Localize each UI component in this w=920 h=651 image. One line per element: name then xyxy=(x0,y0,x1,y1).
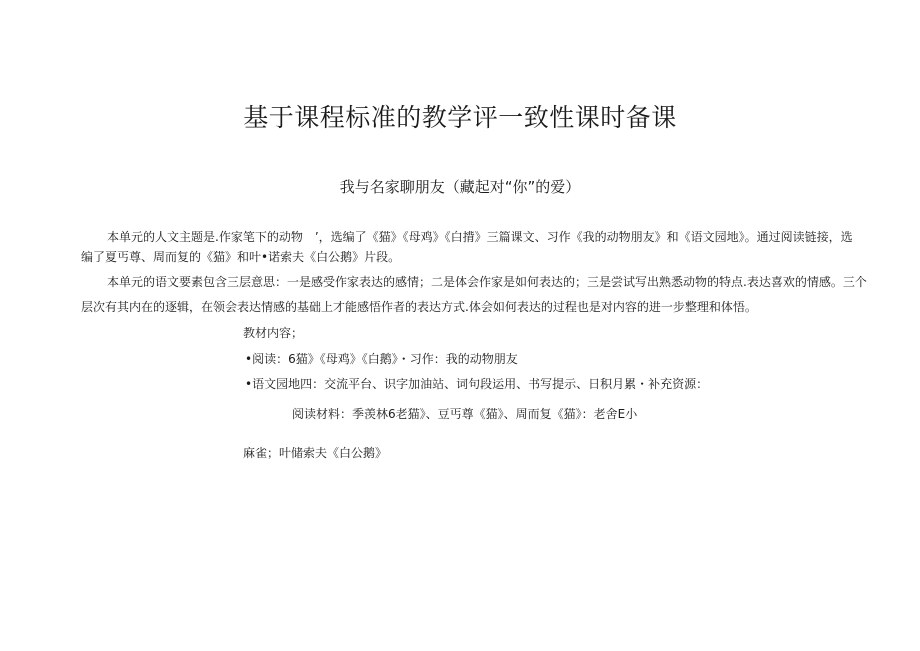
materials-item-garden: •语文园地四：交流平台、识字加油站、词句段运用、书写提示、日积月累・补充资源： xyxy=(245,377,709,391)
reading-materials-line: 阅读材料：季羡林6老猫》、豆丐尊《猫》、周而复《猫》：老舍E小 xyxy=(292,407,638,421)
paragraph-line-3: 本单元的语文要素包含三层意思：一是感受作家表达的感情；二是体会作家是如何表达的；三是尝试写出熟悉动物的特点.表达喜欢的情感。三个 xyxy=(107,275,867,289)
document-title: 基于课程标准的教学评一致性课时备课 xyxy=(243,103,677,132)
materials-item-reading: •阅读：6猫》《母鸡》《白鹅》・习作：我的动物朋友 xyxy=(245,352,518,366)
materials-heading: 教材内容； xyxy=(243,326,304,340)
paragraph-line-4: 层次有其内在的逐辑，在领会表达情感的基础上才能感悟作者的表达方式.体会如何表达的过程也是对内容的进一步整理和体悟。 xyxy=(81,300,757,314)
reading-materials-continued: 麻雀；叶储索夫《白公鹅》 xyxy=(243,446,388,460)
paragraph-line-1: 本单元的人文主题是.作家笔下的动物 ’，选编了《猫》《母鸡》《白揹》三篇课文、习作《我的动物朋友》和《语文园地》。通过阅读链接，选 xyxy=(107,230,853,244)
document-subtitle: 我与名家聊朋友（藏起对“你”的爱） xyxy=(339,178,581,196)
paragraph-line-2: 编了夏丐尊、周而复的《猫》和叶•诺索夫《白公鹅》片段。 xyxy=(81,250,401,264)
